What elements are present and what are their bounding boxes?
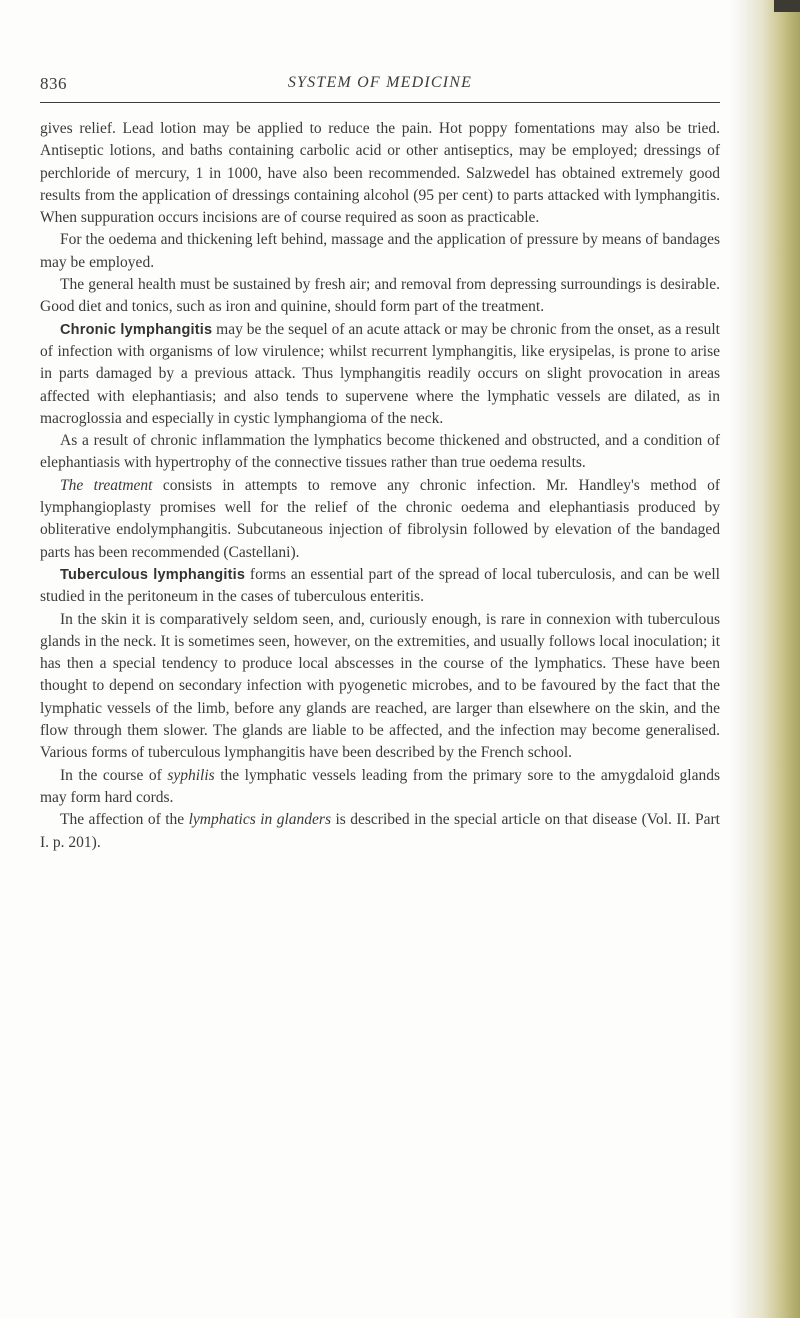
paragraph-general-health: The general health must be sustained by fresh air; and removal from depressing surroundings is desirable. Good diet and tonics, such as iron and quinine, should form part of the treatment. [40,276,720,316]
paragraph-treatment-continued: gives relief. Lead lotion may be applied to reduce the pain. Hot poppy fomentations may also be tried. Antiseptic lotions, and baths containing carbolic acid or other antiseptics, may be employed; dressings of perchloride of mercury, 1 in 1000, have also been recommended. Salzwedel has obtained extremely good results from the application of dressings containing alcohol (95 per cent) to parts attacked with lymphangitis. When suppuration occurs incisions are of course required as soon as practicable. [40,120,720,227]
paragraph-syphilis [40,765,720,810]
paragraph-skin: In the skin it is comparatively seldom seen, and, curiously enough, is rare in connexion with tuberculous glands in the neck. It is sometimes seen, however, on the extremities, and usually follows local inoculation; it has then a special tendency to produce local abscesses in the course of the lymphatics. These have been thought to depend on secondary infection with pyogenetic microbes, and to be favoured by the fact that the lymphatic vessels of the limb, before any glands are reached, are larger than elsewhere on the skin, and the flow through them slower. The glands are liable to be affected, and the infection may become generalised. Various forms of tuberculous lymphangitis have been described by the French school. [40,610,720,762]
paragraph-text: consists in attempts to remove any chronic infection. Mr. Handley's method of lymphangioplasty promises well for the relief of the chronic oedema and elephantiasis produced by obliterative endolymphangitis. Subcutaneous injection of fibrolysin followed by elevation of the bandaged parts has been recommended (Castellani). [40,476,720,561]
book-spine-edge [730,0,800,1318]
italic-lymphatics-in-glanders: lymphatics in glanders [188,811,331,829]
page-number: 836 [40,74,67,93]
paragraph-treatment [40,475,720,564]
body-text [40,118,720,854]
italic-syphilis: syphilis [167,766,215,784]
paragraph-chronic-inflammation: As a result of chronic inflammation the lymphatics become thickened and obstructed, and a condition of elephantiasis with hypertrophy of the connective tissues rather than true oedema results. [40,432,720,472]
heading-tuberculous-lymphangitis: Tuberculous lymphangitis [60,566,246,583]
paragraph-text: forms an essential part of the spread of local tuberculosis, and can be well studied in the peritoneum in the cases of tuberculous enteritis. [40,565,720,606]
paragraph-oedema: For the oedema and thickening left behind, massage and the application of pressure by means of bandages may be employed. [40,231,720,271]
paragraph-glanders [40,809,720,854]
paragraph-text: is described in the special article on that disease (Vol. II. Part I. p. 201). [40,811,720,851]
paragraph-text: The affection of the [60,811,189,829]
header-rule [40,102,720,103]
running-head [40,74,720,104]
paragraph-text: the lymphatic vessels leading from the primary sore to the amygdaloid glands may form hard cords. [40,766,720,806]
paragraph-tuberculous-lymphangitis [40,564,720,609]
running-title: SYSTEM OF MEDICINE [287,74,473,91]
heading-chronic-lymphangitis: Chronic lymphangitis [60,321,213,338]
paragraph-text: may be the sequel of an acute attack or may be chronic from the onset, as a result of infection with organisms of low virulence; whilst recurrent lymphangitis, like erysipelas, is prone to arise in parts damaged by a previous attack. Thus lymphangitis readily occurs on slight provocation in areas affected with elephantiasis; and also tends to supervene where the lymphatic vessels are dilated, as in macroglossia and especially in cystic lymphangioma of the neck. [40,320,720,427]
book-spine-corner [774,0,800,12]
italic-the-treatment: The treatment [60,476,153,494]
paragraph-text: In the course of [60,766,168,784]
paragraph-chronic-lymphangitis [40,319,720,430]
